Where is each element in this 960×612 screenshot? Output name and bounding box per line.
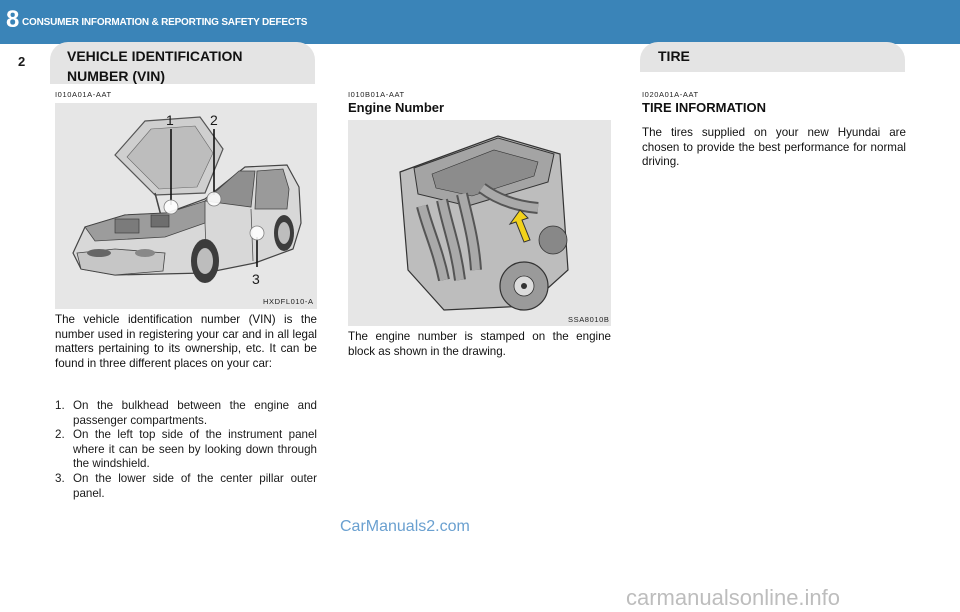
engine-figure	[348, 120, 611, 326]
callout-1: 1	[166, 112, 174, 128]
engine-heading: Engine Number	[348, 100, 445, 115]
vin-figure-code: HXDFL010-A	[263, 297, 314, 306]
section-title-line2: NUMBER (VIN)	[67, 68, 165, 84]
car-illustration	[55, 103, 317, 309]
list-item: 1. On the bulkhead between the engine and passenger compartments.	[55, 399, 317, 427]
header-bar	[0, 0, 960, 44]
watermark-carmanualsonline: carmanualsonline.info	[626, 585, 841, 610]
tire-heading: TIRE INFORMATION	[642, 100, 766, 115]
engine-illustration	[348, 120, 611, 326]
callout-3: 3	[252, 271, 260, 287]
vin-paragraph: The vehicle identification number (VIN) is the number used in registering your car and in all legal matters pertaining to its ownership, etc. It can be found in three different places on your car:	[55, 313, 317, 370]
page-number: 2	[18, 54, 26, 69]
vin-location-list	[55, 399, 317, 501]
list-item: 2. On the left top side of the instrument panel where it can be seen by looking down through the windshield.	[55, 428, 317, 471]
list-item: 3. On the lower side of the center pillar outer panel.	[55, 471, 317, 500]
tire-paragraph: The tires supplied on your new Hyundai are chosen to provide the best performance for normal driving.	[642, 126, 906, 169]
tire-section-code: I020A01A-AAT	[642, 90, 699, 99]
callout-2: 2	[210, 112, 218, 128]
section-title-vin	[67, 47, 243, 85]
chapter-number: 8	[6, 6, 20, 33]
vin-figure	[55, 103, 317, 309]
chapter-title: CONSUMER INFORMATION & REPORTING SAFETY DEFECTS	[22, 17, 308, 28]
engine-section-code: I010B01A-AAT	[348, 90, 405, 99]
section-title-line1: VEHICLE IDENTIFICATION	[67, 48, 243, 64]
engine-paragraph: The engine number is stamped on the engine block as shown in the drawing.	[348, 330, 611, 358]
section-title-tire: TIRE	[658, 48, 690, 64]
watermark-carmanuals2: CarManuals2.com	[340, 518, 470, 535]
engine-figure-code: SSA8010B	[568, 315, 610, 324]
vin-section-code: I010A01A-AAT	[55, 90, 112, 99]
